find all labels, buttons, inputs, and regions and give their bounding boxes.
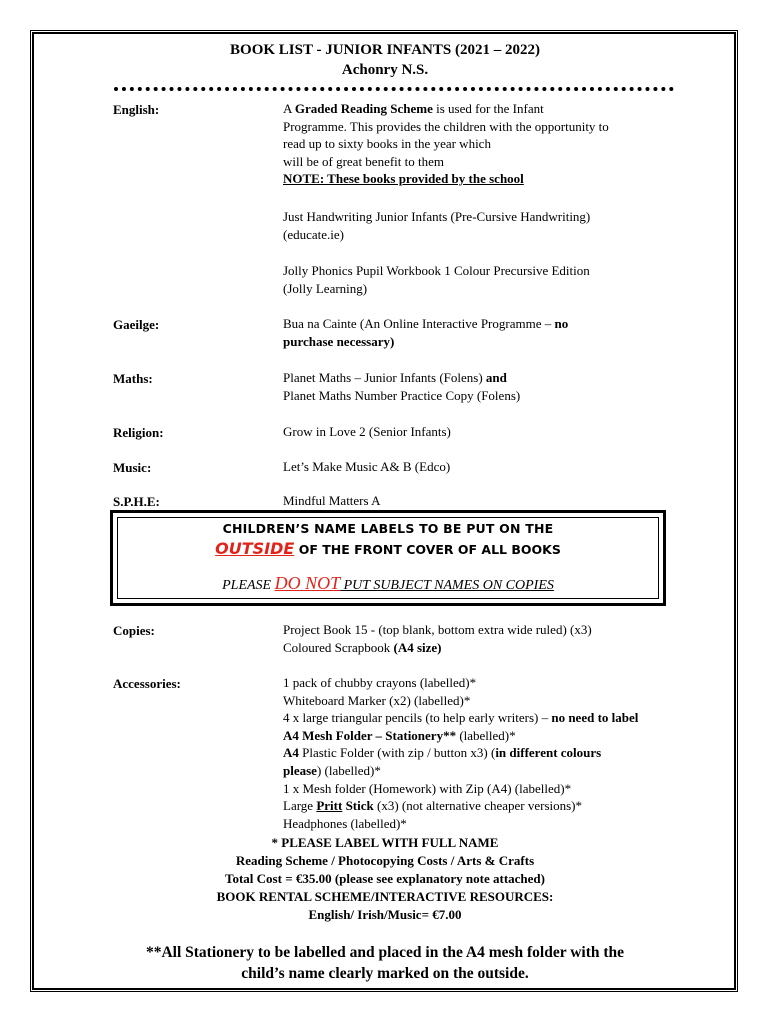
stationery-note-line-2: child’s name clearly marked on the outside.: [241, 965, 529, 982]
label-instruction: * PLEASE LABEL WITH FULL NAME: [271, 835, 499, 850]
religion-text: [283, 423, 703, 441]
maths-line-2: Planet Maths Number Practice Copy (Folens): [283, 387, 521, 403]
accessories-label: Accessories:: [113, 676, 181, 691]
notice-line-2: [113, 539, 663, 558]
notice-line-2-text: OF THE FRONT COVER OF ALL BOOKS: [294, 542, 561, 557]
jolly-phonics-publisher: (Jolly Learning): [283, 280, 368, 296]
english-line-2: Programme. This provides the children with the opportunity to: [283, 118, 609, 134]
notice-please: PLEASE: [222, 578, 275, 593]
accessory-crayons: 1 pack of chubby crayons (labelled)*: [283, 675, 477, 690]
school-name: Achonry N.S.: [341, 62, 429, 78]
copies-line-1: Project Book 15 - (top blank, bottom extra wide ruled) (x3): [283, 622, 592, 637]
dotted-divider: [114, 87, 674, 91]
music-text: [283, 458, 703, 476]
costs-heading: Reading Scheme / Photocopying Costs / Arts & Crafts: [235, 853, 535, 868]
accessory-homework-folder: 1 x Mesh folder (Homework) with Zip (A4) (labelled)*: [283, 780, 572, 796]
accessory-plastic-folder-cont: please) (labelled)*: [283, 762, 381, 778]
jolly-phonics-book: [283, 262, 703, 297]
notice-line-1: CHILDREN’S NAME LABELS TO BE PUT ON THE: [222, 521, 554, 536]
handwriting-title: Just Handwriting Junior Infants (Pre-Cursive Handwriting): [283, 209, 591, 224]
total-cost: Total Cost = €35.00 (please see explanatory note attached): [225, 871, 545, 886]
accessory-plastic-folder: A4 Plastic Folder (with zip / button x3) (in different colours: [283, 745, 602, 761]
handwriting-book: [283, 208, 703, 243]
copies-line-2: Coloured Scrapbook (A4 size): [283, 639, 442, 655]
gaeilge-line-2: purchase necessary): [283, 333, 395, 349]
english-line-4: will be of great benefit to them: [283, 153, 445, 169]
sphe-book: Mindful Matters A: [283, 493, 381, 508]
accessory-pencils: 4 x large triangular pencils (to help early writers) – no need to label: [283, 710, 639, 726]
maths-line-1: Planet Maths – Junior Infants (Folens) and: [283, 370, 507, 385]
accessory-pritt-stick: Large Pritt Stick (x3) (not alternative cheaper versions)*: [283, 798, 583, 814]
music-book: Let’s Make Music A& B (Edco): [283, 459, 451, 474]
english-label: English:: [113, 102, 160, 117]
accessory-mesh-folder: A4 Mesh Folder – Stationery** (labelled)*: [283, 727, 516, 743]
outside-emphasis: OUTSIDE: [215, 539, 295, 558]
accessory-headphones: Headphones (labelled)*: [283, 815, 407, 831]
do-not-emphasis: DO NOT: [274, 573, 341, 593]
name-label-notice: [110, 510, 666, 606]
accessory-whiteboard-marker: Whiteboard Marker (x2) (labelled)*: [283, 692, 471, 708]
page-title: BOOK LIST - JUNIOR INFANTS (2021 – 2022): [230, 42, 540, 58]
handwriting-publisher: (educate.ie): [283, 226, 344, 242]
notice-rest: PUT SUBJECT NAMES ON COPIES: [340, 578, 554, 593]
rental-scheme-heading: BOOK RENTAL SCHEME/INTERACTIVE RESOURCES:: [216, 889, 554, 904]
jolly-phonics-title: Jolly Phonics Pupil Workbook 1 Colour Precursive Edition: [283, 263, 590, 278]
religion-book: Grow in Love 2 (Senior Infants): [283, 424, 451, 439]
rental-cost: English/ Irish/Music= €7.00: [308, 907, 462, 922]
english-note: NOTE: These books provided by the school: [283, 171, 524, 187]
copies-text: [283, 621, 703, 656]
notice-line-3: [113, 573, 663, 594]
english-line-3: read up to sixty books in the year which: [283, 136, 491, 152]
music-label: Music:: [113, 460, 152, 475]
sphe-label: S.P.H.E:: [113, 494, 160, 509]
maths-text: [283, 369, 703, 404]
copies-label: Copies:: [113, 623, 155, 638]
gaeilge-text: [283, 315, 703, 350]
maths-label: Maths:: [113, 371, 153, 386]
accessories-list: [283, 674, 703, 832]
sphe-text: [283, 492, 703, 510]
gaeilge-line-1: Bua na Cainte (An Online Interactive Programme – no: [283, 316, 569, 331]
religion-label: Religion:: [113, 425, 164, 440]
english-line-1: A Graded Reading Scheme is used for the Infant: [283, 101, 544, 116]
stationery-note-line-1: **All Stationery to be labelled and placed in the A4 mesh folder with the: [145, 944, 625, 961]
gaeilge-label: Gaeilge:: [113, 317, 160, 332]
english-description: [283, 100, 703, 188]
